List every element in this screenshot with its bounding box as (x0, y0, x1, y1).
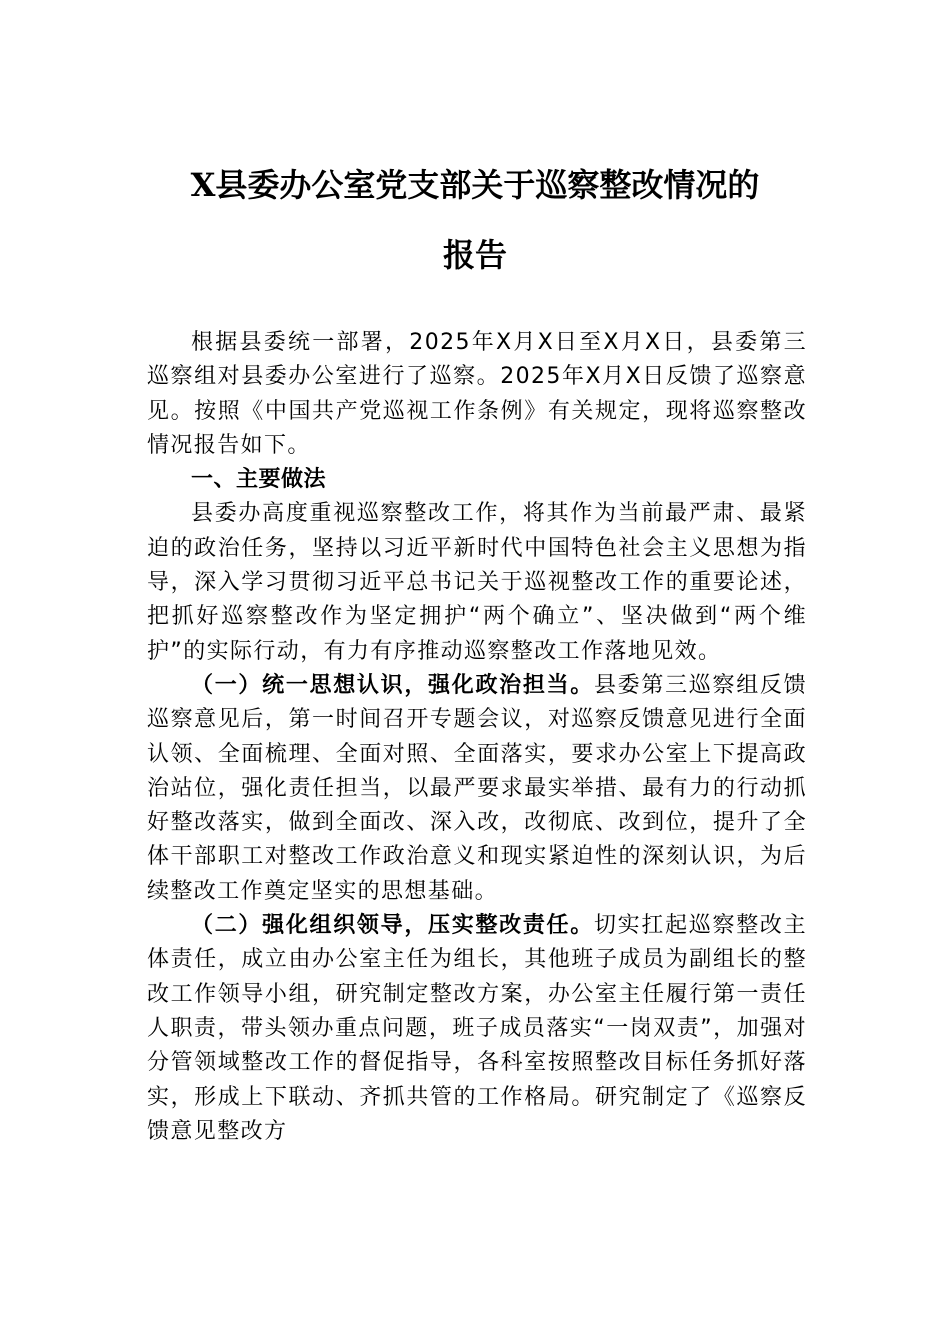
subsection-paragraph-2 (147, 909, 807, 1149)
subsection-text-1: 县委第三巡察组反馈巡察意见后，第一时间召开专题会议，对巡察反馈意见进行全面认领、全面梳理、全面对照、全面落实，要求办公室上下提高政治站位，强化责任担当，以最严要求最实举措、最有力的行动抓好整改落实，做到全面改、深入改，改彻底、改到位，提升了全体干部职工对整改工作政治意义和现实紧迫性的深刻认识，为后续整改工作奠定坚实的思想基础。 (147, 672, 807, 904)
subsection-text-2: 切实扛起巡察整改主体责任，成立由办公室主任为组长，其他班子成员为副组长的整改工作领导小组，研究制定整改方案，办公室主任履行第一责任人职责，带头领办重点问题，班子成员落实“一岗双责”，加强对分管领域整改工作的督促指导，各科室按照整改目标任务抓好落实，形成上下联动、齐抓共管的工作格局。研究制定了《巡察反馈意见整改方 (147, 913, 807, 1144)
subsection-paragraph-1 (147, 669, 807, 909)
section-overview-paragraph: 县委办高度重视巡察整改工作，将其作为当前最严肃、最紧迫的政治任务，坚持以习近平新时代中国特色社会主义思想为指导，深入学习贯彻习近平总书记关于巡视整改工作的重要论述，把抓好巡察整改作为坚定拥护“两个确立”、坚决做到“两个维护”的实际行动，有力有序推动巡察整改工作落地见效。 (147, 501, 807, 664)
subsection-lead-2: （二）强化组织领导，压实整改责任。 (191, 913, 594, 939)
section-heading-main-practices: 一、主要做法 (191, 467, 327, 493)
document-title-line1: X县委办公室党支部关于巡察整改情况的 (190, 166, 760, 204)
subsection-lead-1: （一）统一思想认识，强化政治担当。 (191, 672, 594, 698)
document-body (147, 326, 807, 1149)
intro-paragraph: 根据县委统一部署，2025年X月X日至X月X日，县委第三巡察组对县委办公室进行了巡察。2025年X月X日反馈了巡察意见。按照《中国共产党巡视工作条例》有关规定，现将巡察整改情况报告如下。 (147, 330, 807, 458)
document-title-line2: 报告 (442, 236, 507, 274)
